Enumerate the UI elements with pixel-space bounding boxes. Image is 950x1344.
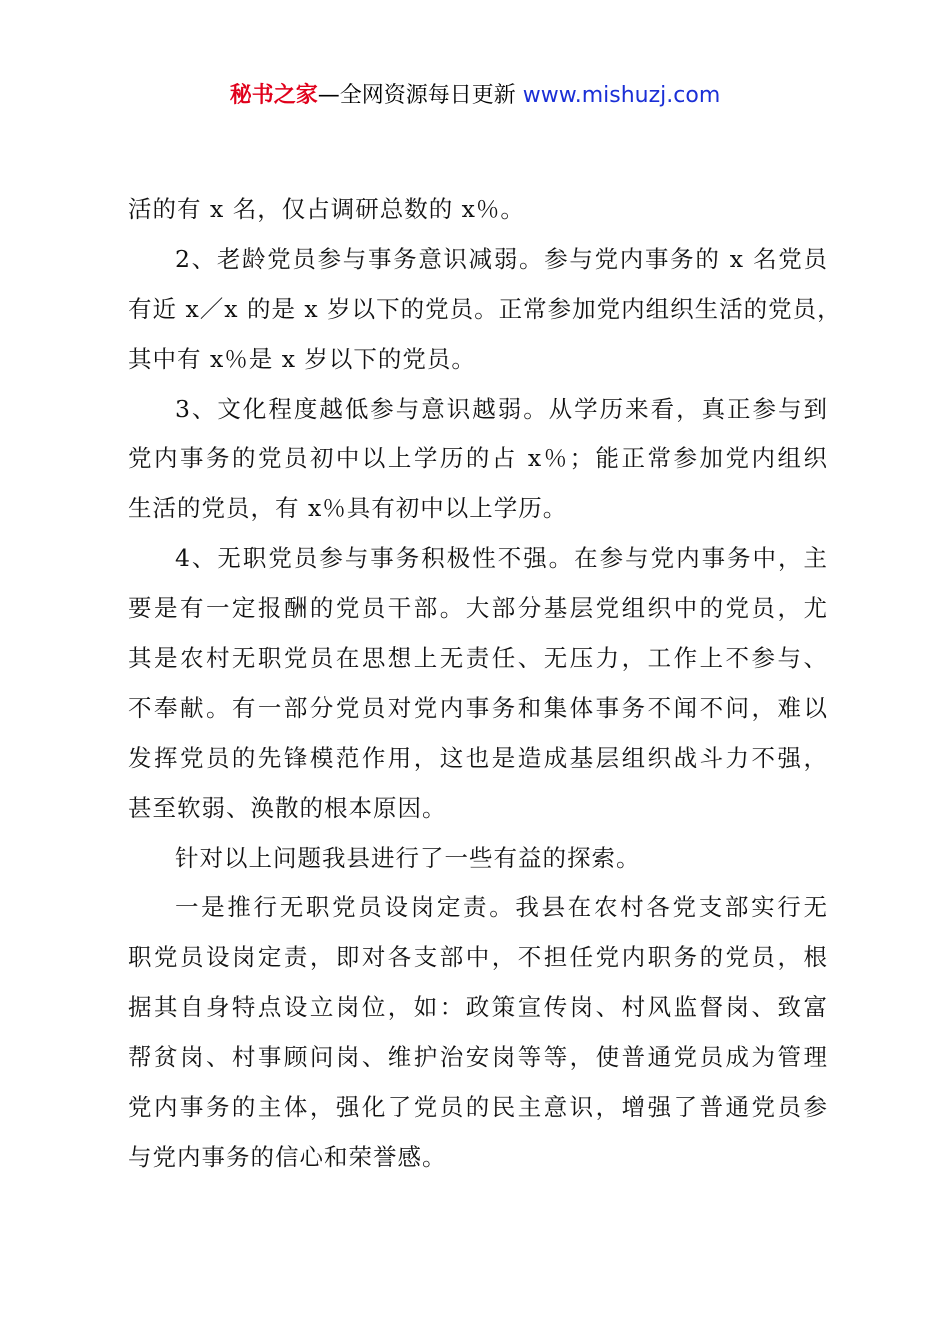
text-line: 发挥党员的先锋模范作用，这也是造成基层组织战斗力不强， (128, 743, 828, 772)
text-line: 要是有一定报酬的党员干部。大部分基层党组织中的党员，尤 (128, 594, 828, 623)
text-line: 甚至软弱、涣散的根本原因。 (128, 793, 447, 822)
text-line: 2、老龄党员参与事务意识减弱。参与党内事务的 x 名党员 (175, 244, 828, 273)
text-line: 针对以上问题我县进行了一些有益的探索。 (175, 843, 641, 872)
header-site-link[interactable]: www.mishuzj.com (522, 83, 721, 108)
text-line: 据其自身特点设立岗位，如：政策宣传岗、村风监督岗、致富 (128, 993, 828, 1022)
text-line: 党内事务的主体，强化了党员的民主意识，增强了普通党员参 (128, 1093, 828, 1122)
document-body (128, 185, 842, 1183)
text-line: 有近 x／x 的是 x 岁以下的党员。正常参加党内组织生活的党员， (128, 294, 842, 323)
text-line: 与党内事务的信心和荣誉感。 (128, 1142, 447, 1171)
text-line: 4、无职党员参与事务积极性不强。在参与党内事务中，主 (175, 544, 828, 573)
text-line: 生活的党员，有 x％具有初中以上学历。 (128, 494, 568, 523)
header-brand: 秘书之家 (229, 83, 318, 108)
text-line: 党内事务的党员初中以上学历的占 x％；能正常参加党内组织 (128, 444, 828, 473)
page-header (0, 80, 950, 112)
text-line: 一是推行无职党员设岗定责。我县在农村各党支部实行无 (175, 893, 828, 922)
text-line: 职党员设岗定责，即对各支部中，不担任党内职务的党员，根 (128, 943, 828, 972)
text-line: 其是农村无职党员在思想上无责任、无压力，工作上不参与、 (128, 644, 828, 673)
text-line: 不奉献。有一部分党员对党内事务和集体事务不闻不问，难以 (128, 693, 828, 722)
text-line: 帮贫岗、村事顾问岗、维护治安岗等等，使普通党员成为管理 (128, 1043, 828, 1072)
header-tagline: —全网资源每日更新 (317, 83, 516, 108)
text-line: 3、文化程度越低参与意识越弱。从学历来看，真正参与到 (175, 394, 828, 423)
text-line: 活的有 x 名，仅占调研总数的 x％。 (128, 195, 525, 223)
text-line: 其中有 x％是 x 岁以下的党员。 (128, 344, 476, 373)
